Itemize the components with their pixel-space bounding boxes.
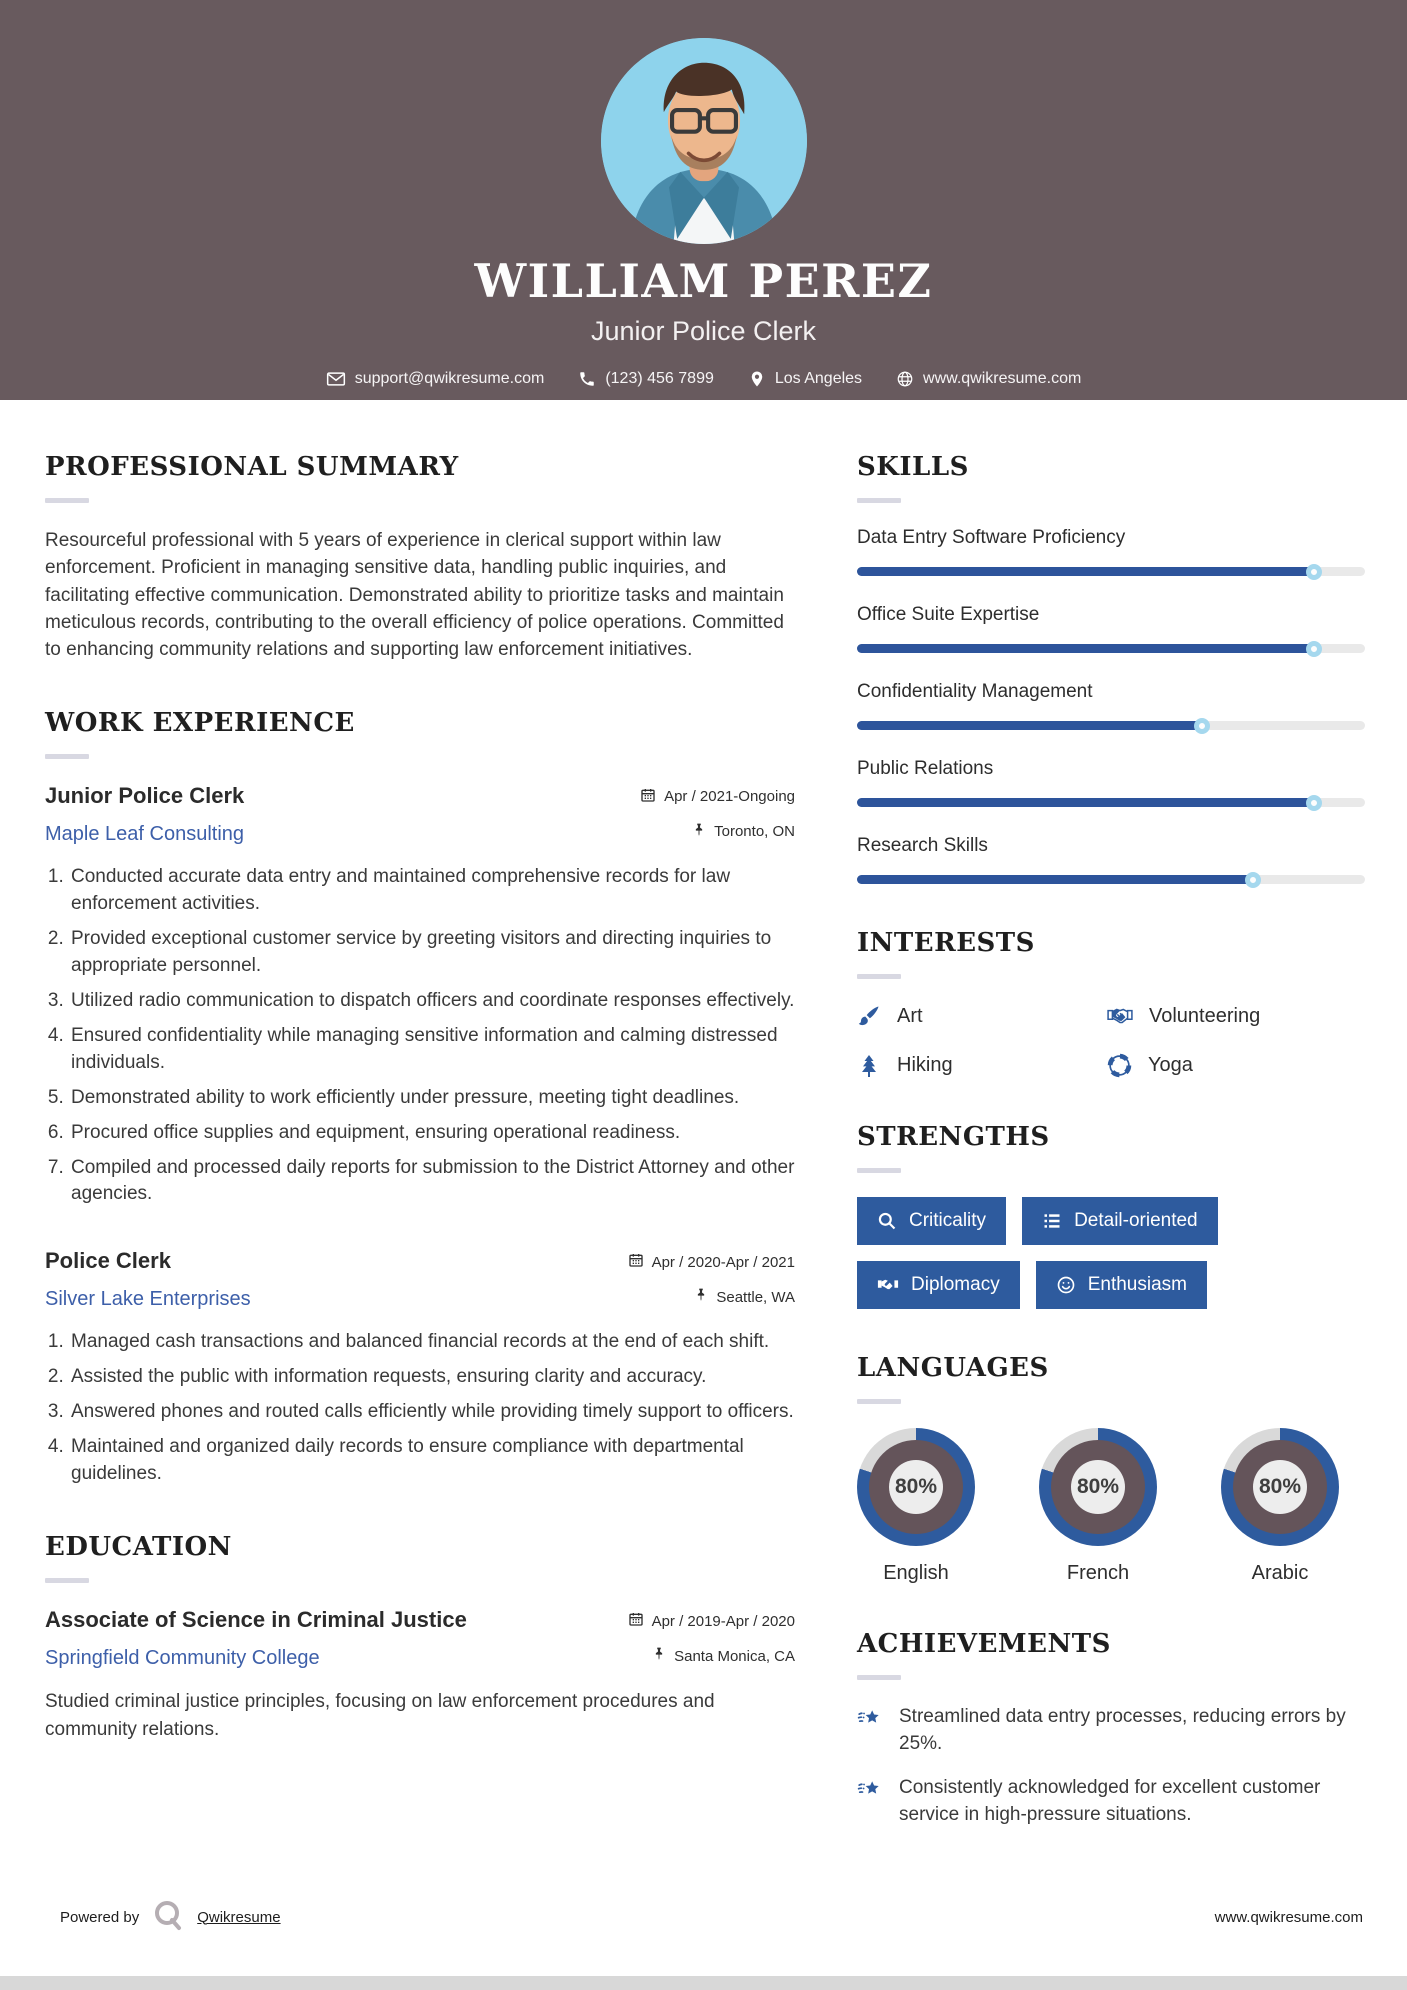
skill-slider-handle[interactable] (1306, 564, 1322, 580)
section-work-experience (45, 708, 795, 1489)
interests-heading: INTERESTS (857, 928, 1035, 958)
contact-location-text: Los Angeles (774, 370, 863, 387)
strength-label: Enthusiasm (1087, 1274, 1187, 1295)
handshake-icon (877, 1274, 899, 1296)
globe-icon (896, 370, 914, 388)
job-company-link[interactable]: Silver Lake Enterprises (45, 1288, 251, 1311)
footer-site-url: www.qwikresume.com (1214, 1908, 1363, 1926)
page-bottom-strip (0, 1976, 1407, 1990)
handshake-icon (1107, 1003, 1133, 1029)
education-description: Studied criminal justice principles, focusing on law enforcement procedures and community relations. (45, 1691, 715, 1740)
smiley-icon (1056, 1275, 1076, 1295)
skills-heading: SKILLS (857, 452, 969, 482)
job-head (45, 1248, 795, 1311)
heading-underline (857, 974, 901, 979)
job-location (640, 823, 795, 841)
donut-center (889, 1460, 943, 1514)
education-date-text: Apr / 2019-Apr / 2020 (651, 1612, 795, 1630)
donut-inner-ring (1051, 1440, 1145, 1534)
job-bullet: 6. Procured office supplies and equipment, ensuring operational readiness. (69, 1120, 795, 1147)
interest-label: Volunteering (1149, 1004, 1261, 1027)
job-location-text: Seattle, WA (716, 1288, 795, 1306)
language-label: English (883, 1562, 949, 1584)
section-strengths (857, 1122, 1365, 1309)
donut-inner-ring (1233, 1440, 1327, 1534)
job-bullet-list (45, 864, 795, 1209)
strengths-heading: STRENGTHS (857, 1122, 1050, 1152)
language-donut (1221, 1428, 1339, 1546)
header (0, 0, 1407, 400)
interest-item-hiking (857, 1053, 1107, 1078)
qwikresume-brand-link[interactable]: Qwikresume (197, 1908, 281, 1926)
calendar-icon (628, 1611, 644, 1631)
avatar-illustration (601, 38, 807, 244)
interest-item-volunteering (1107, 1003, 1365, 1029)
education-location (628, 1647, 795, 1665)
job-title: Police Clerk (45, 1248, 171, 1274)
skill-label: Public Relations (857, 758, 994, 779)
heading-underline (857, 498, 901, 503)
summary-text: Resourceful professional with 5 years of experience in clerical support within law enforcement. Proficient in managing sensitive data, handling public inquiries, and facilitating effective communication. Demonstrated ability to prioritize tasks and maintain meticulous records, contributing to the overall efficiency of police operations. Committed to enhancing community relations and supporting law enforcement initiatives. (45, 530, 784, 661)
education-degree: Associate of Science in Criminal Justice (45, 1607, 467, 1633)
heading-underline (45, 1578, 89, 1583)
job-bullet-list (45, 1329, 795, 1488)
skill-slider-fill (857, 798, 1314, 807)
language-percent: 80% (894, 1475, 938, 1498)
skill-slider[interactable] (857, 721, 1365, 730)
person-name: WILLIAM PEREZ (474, 254, 933, 308)
job-bullet: 4. Maintained and organized daily records to ensure compliance with departmental guidelines. (69, 1434, 795, 1488)
contact-website-text[interactable]: www.qwikresume.com (923, 370, 1082, 387)
language-row (857, 1428, 1339, 1585)
profile-photo (601, 38, 807, 244)
job-bullet: 3. Answered phones and routed calls efficiently while providing timely support to officers. (69, 1399, 795, 1426)
education-location-text: Santa Monica, CA (674, 1647, 795, 1665)
job-entry (45, 783, 795, 1209)
skill-label: Confidentiality Management (857, 681, 1093, 702)
contact-row (0, 369, 1407, 389)
shooting-star-icon (857, 1704, 883, 1757)
job-bullet: 4. Ensured confidentiality while managing sensitive information and calming distressed individuals. (69, 1023, 795, 1077)
job-head-right (640, 783, 795, 841)
job-bullet: 2. Provided exceptional customer service by greeting visitors and directing inquiries to appropriate personnel. (69, 926, 795, 980)
language-label: Arabic (1251, 1562, 1309, 1584)
email-icon (326, 369, 346, 389)
heading-underline (857, 1399, 901, 1404)
section-languages (857, 1353, 1365, 1585)
skill-item (857, 527, 1365, 576)
donut-center (1253, 1460, 1307, 1514)
job-date (628, 1252, 795, 1272)
contact-phone[interactable] (578, 370, 714, 388)
contact-email[interactable] (326, 369, 545, 389)
footer (60, 1898, 1363, 1936)
contact-phone-text[interactable]: (123) 456 7899 (605, 370, 714, 387)
job-head (45, 783, 795, 846)
heading-underline (45, 754, 89, 759)
strength-button-diplomacy[interactable] (857, 1261, 1020, 1309)
strength-button-criticality[interactable] (857, 1197, 1006, 1245)
job-date (640, 787, 795, 807)
paintbrush-icon (857, 1004, 881, 1028)
powered-by-label: Powered by (60, 1908, 140, 1926)
education-head-right (628, 1607, 795, 1665)
section-achievements (857, 1629, 1365, 1828)
pushpin-icon (692, 823, 706, 841)
education-head-left (45, 1607, 467, 1670)
pushpin-icon (652, 1647, 666, 1665)
skill-slider[interactable] (857, 567, 1365, 576)
donut-inner-ring (869, 1440, 963, 1534)
job-head-right (628, 1248, 795, 1306)
job-location-text: Toronto, ON (714, 823, 795, 841)
donut-center (1071, 1460, 1125, 1514)
skill-slider-fill (857, 875, 1253, 884)
job-bullet: 7. Compiled and processed daily reports for submission to the District Attorney and other agencies. (69, 1155, 795, 1209)
footer-branding (60, 1898, 281, 1936)
skill-item (857, 835, 1365, 884)
education-heading: EDUCATION (45, 1532, 232, 1563)
work-heading: WORK EXPERIENCE (45, 707, 355, 738)
section-interests (857, 928, 1365, 1078)
phone-icon (578, 370, 596, 388)
skill-label: Office Suite Expertise (857, 604, 1040, 625)
skill-item (857, 604, 1365, 653)
job-date-text: Apr / 2020-Apr / 2021 (651, 1253, 795, 1271)
summary-heading: PROFESSIONAL SUMMARY (45, 452, 459, 482)
contact-location (748, 370, 862, 388)
skill-item (857, 681, 1365, 730)
calendar-icon (640, 787, 656, 807)
strength-button-detail-oriented[interactable] (1022, 1197, 1218, 1245)
education-head (45, 1607, 795, 1670)
job-bullet: 5. Demonstrated ability to work efficiently under pressure, meeting tight deadlines. (69, 1085, 795, 1112)
job-bullet: 3. Utilized radio communication to dispatch officers and coordinate responses effectively. (69, 988, 795, 1015)
strength-label: Criticality (909, 1210, 987, 1231)
language-item-english (857, 1428, 975, 1585)
language-donut (1039, 1428, 1157, 1546)
education-date (628, 1611, 795, 1631)
skill-slider[interactable] (857, 644, 1365, 653)
person-job-title: Junior Police Clerk (590, 316, 817, 346)
strength-label: Detail-oriented (1074, 1210, 1198, 1231)
interest-item-art (857, 1003, 1107, 1029)
languages-heading: LANGUAGES (857, 1353, 1049, 1383)
interest-grid (857, 1003, 1365, 1078)
left-column (45, 452, 795, 1872)
job-head-left (45, 1248, 251, 1311)
job-bullet: 1. Conducted accurate data entry and maintained comprehensive records for law enforcement activities. (69, 864, 795, 918)
section-skills (857, 452, 1365, 884)
achievement-item (857, 1704, 1365, 1757)
qwikresume-logo-icon (151, 1898, 185, 1936)
job-company-link[interactable]: Maple Leaf Consulting (45, 822, 245, 845)
lifebuoy-icon (1107, 1053, 1132, 1078)
interest-item-yoga (1107, 1053, 1365, 1078)
heading-underline (857, 1168, 901, 1173)
skill-slider-fill (857, 567, 1314, 576)
job-date-text: Apr / 2021-Ongoing (664, 788, 795, 806)
interest-label: Hiking (897, 1054, 953, 1076)
language-percent: 80% (1076, 1475, 1120, 1498)
list-icon (1042, 1211, 1062, 1231)
language-label: French (1066, 1562, 1130, 1584)
magnifier-icon (877, 1211, 897, 1231)
pushpin-icon (694, 1288, 708, 1306)
tree-icon (857, 1054, 881, 1078)
content (0, 400, 1407, 1872)
job-location (628, 1288, 795, 1306)
achievement-text: Streamlined data entry processes, reducing errors by 25%. (899, 1706, 1346, 1754)
skill-item (857, 758, 1365, 807)
skill-slider-fill (857, 721, 1202, 730)
contact-website[interactable] (896, 370, 1081, 388)
job-bullet: 1. Managed cash transactions and balanced financial records at the end of each shift. (69, 1329, 795, 1356)
strength-row (857, 1261, 1365, 1309)
shooting-star-icon (857, 1775, 883, 1828)
skill-slider-fill (857, 644, 1314, 653)
job-bullet: 2. Assisted the public with information requests, ensuring clarity and accuracy. (69, 1364, 795, 1391)
interest-label: Art (897, 1004, 923, 1027)
achievements-heading: ACHIEVEMENTS (857, 1629, 1111, 1659)
contact-email-text[interactable]: support@qwikresume.com (354, 370, 545, 387)
calendar-icon (628, 1252, 644, 1272)
skill-label: Research Skills (857, 835, 988, 856)
job-title: Junior Police Clerk (45, 782, 245, 808)
section-education (45, 1532, 795, 1743)
strength-row (857, 1197, 1365, 1245)
education-school-link[interactable]: Springfield Community College (45, 1647, 320, 1670)
language-item-french (1039, 1428, 1157, 1585)
achievement-item (857, 1775, 1365, 1828)
location-icon (748, 370, 766, 388)
interest-label: Yoga (1148, 1054, 1193, 1076)
skill-slider[interactable] (857, 875, 1365, 884)
job-head-left (45, 783, 244, 846)
skill-slider-handle[interactable] (1245, 872, 1261, 888)
job-entry (45, 1248, 795, 1488)
strength-label: Diplomacy (911, 1274, 1000, 1295)
heading-underline (857, 1675, 901, 1680)
section-summary (45, 452, 795, 664)
achievement-text: Consistently acknowledged for excellent customer service in high-pressure situations. (899, 1777, 1321, 1825)
skill-slider[interactable] (857, 798, 1365, 807)
language-item-arabic (1221, 1428, 1339, 1585)
skill-slider-handle[interactable] (1306, 795, 1322, 811)
heading-underline (45, 498, 89, 503)
language-donut (857, 1428, 975, 1546)
skill-slider-handle[interactable] (1194, 718, 1210, 734)
skill-slider-handle[interactable] (1306, 641, 1322, 657)
skill-label: Data Entry Software Proficiency (857, 527, 1126, 548)
right-column (857, 452, 1365, 1872)
strength-button-enthusiasm[interactable] (1036, 1261, 1207, 1309)
language-percent: 80% (1258, 1475, 1302, 1498)
